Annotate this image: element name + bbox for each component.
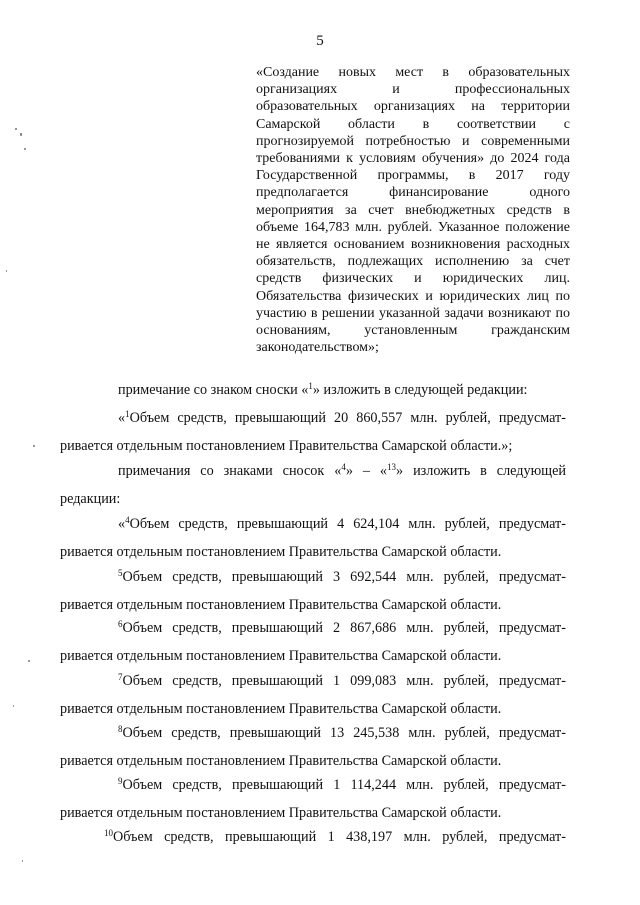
note1-intro-text: » изложить в следующей редакции:: [312, 382, 528, 398]
note1-intro-paragraph: [60, 376, 566, 404]
footnote-line2: ривается отдельным постановлением Правительства Самарской области.: [60, 597, 502, 613]
quoted-amendment-text: «Создание новых мест в образовательных организациях и профессиональных образовательных организациях на территории Самарской области в соответствии с прогнозируемой потребностью и современными требованиями к условиям обучения» до 2024 года Государственной программы, в 2017 году предполагается финансирование одного мероприятия за счет внебюджетных средств в объеме 164,783 млн. рублей. Указанное положение не является основанием возникновения расходных обязательств, подлежащих исполнению за счет средств физических и юридических лиц. Обязательства физических и юридических лиц по участию в решении указанной задачи возникают по основаниям, установленным гражданским законодательством»;: [256, 65, 570, 356]
footnote-paragraph: [60, 771, 566, 827]
scan-speck: [22, 860, 23, 862]
footnote-mark: 1: [308, 381, 313, 391]
notes-intro-line1: примечания со знаками сносок «$^4$» – «$^{13}$» изложить в следующей: [118, 462, 566, 479]
footnote-line2: ривается отдельным постановлением Правительства Самарской области.: [60, 544, 502, 560]
footnote-line2: ривается отдельным постановлением Правительства Самарской области.: [60, 701, 502, 717]
footnote-line1: $^7$Объем средств, превышающий 1 099,083 млн. рублей, предусмат-: [118, 672, 566, 689]
footnote-paragraph: [60, 614, 566, 670]
footnote-mark: 9: [118, 776, 123, 786]
scan-speck: [28, 660, 30, 662]
note1-line1: «$^1$Объем средств, превышающий 20 860,557 млн. рублей, предусмат-: [118, 409, 566, 426]
footnote-line1: «$^4$Объем средств, превышающий 4 624,104 млн. рублей, предусмат-: [118, 515, 566, 532]
page-number: 5: [316, 33, 324, 49]
note1-line2: ривается отдельным постановлением Правительства Самарской области.»;: [60, 438, 513, 454]
note1-intro-text: примечание со знаком сноски «: [118, 382, 309, 398]
scan-speck: [13, 705, 14, 707]
footnote-paragraph: [60, 823, 566, 851]
footnote-mark: 5: [118, 568, 123, 578]
scan-speck: [6, 270, 7, 272]
footnote-mark: 8: [118, 724, 123, 734]
footnote-line2: ривается отдельным постановлением Правительства Самарской области.: [60, 648, 502, 664]
footnote-line2: ривается отдельным постановлением Правительства Самарской области.: [60, 805, 502, 821]
footnote-line2: ривается отдельным постановлением Правительства Самарской области.: [60, 753, 502, 769]
footnote-mark: 13: [387, 462, 397, 472]
note1-paragraph: [60, 404, 566, 460]
footnote-mark: 4: [341, 462, 346, 472]
notes-intro-paragraph: [60, 457, 566, 513]
scan-speck: [15, 128, 17, 130]
footnote-mark: 10: [104, 828, 113, 838]
footnote-paragraph: [60, 719, 566, 775]
footnote-line1: $^8$Объем средств, превышающий 13 245,538 млн. рублей, предусмат-: [118, 724, 566, 741]
footnote-line1: $^{10}$Объем средств, превышающий 1 438,197 млн. рублей, предусмат-: [104, 828, 566, 845]
scan-speck: [24, 148, 26, 150]
footnote-mark: 4: [125, 515, 130, 525]
footnote-mark: 7: [118, 672, 123, 682]
notes-intro-line2: редакции:: [60, 491, 121, 507]
footnote-line1: $^5$Объем средств, превышающий 3 692,544 млн. рублей, предусмат-: [118, 568, 566, 585]
footnote-mark: 1: [125, 409, 130, 419]
footnote-paragraph: [60, 667, 566, 723]
footnote-paragraph: [60, 563, 566, 619]
scan-speck: [20, 133, 22, 136]
footnote-mark: 6: [118, 619, 123, 629]
scan-speck: [33, 445, 35, 447]
footnote-line1: $^6$Объем средств, превышающий 2 867,686 млн. рублей, предусмат-: [118, 619, 566, 636]
footnote-line1: $^9$Объем средств, превышающий 1 114,244 млн. рублей, предусмат-: [118, 776, 566, 793]
footnote-paragraph: [60, 510, 566, 566]
